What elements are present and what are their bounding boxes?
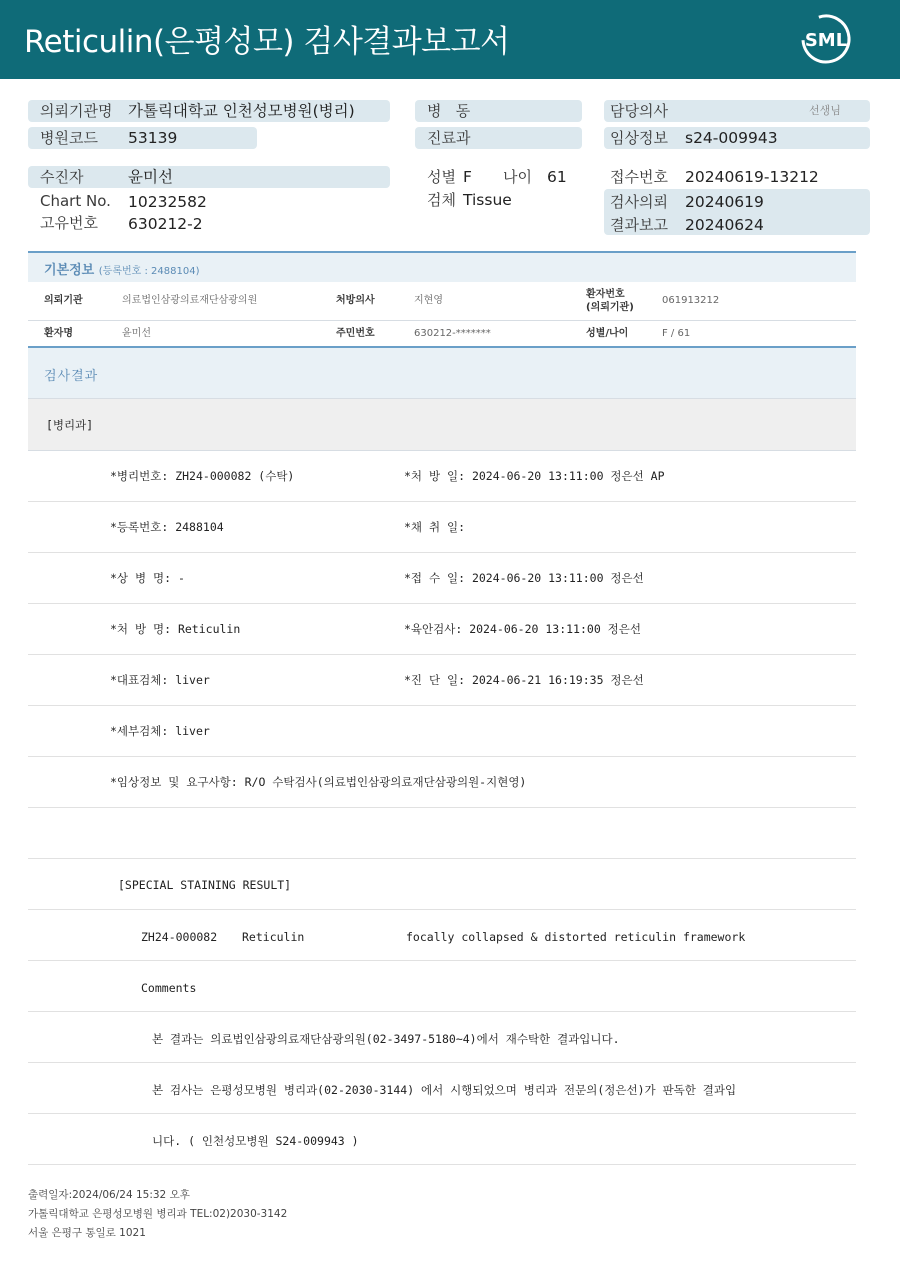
result-row bbox=[28, 655, 856, 706]
result-row bbox=[28, 451, 856, 502]
comment-line-2: 본 검사는 은평성모병원 병리과(02-2030-3144) 에서 시행되었으며 병리과 전문의(정은선)가 판독한 결과입 bbox=[152, 1083, 737, 1097]
gross-exam-date: *육안검사: 2024-06-20 13:11:00 정은선 bbox=[404, 622, 642, 636]
comment-line-1: 본 결과는 의료법인삼광의료재단삼광의원(02-3497-5180~4)에서 재수탁한 결과입니다. bbox=[152, 1032, 620, 1046]
result-row bbox=[28, 1063, 856, 1114]
result-row bbox=[28, 961, 856, 1012]
collection-date: *채 취 일: bbox=[404, 520, 466, 534]
dept-tel: 가톨릭대학교 은평성모병원 병리과 TEL:02)2030-3142 bbox=[28, 1208, 288, 1220]
special-staining-title: [SPECIAL STAINING RESULT] bbox=[118, 878, 292, 892]
clinical-value: s24-009943 bbox=[685, 129, 778, 147]
basic-info-title bbox=[44, 259, 199, 278]
result-row bbox=[28, 910, 856, 961]
specimen-label: 검체 bbox=[427, 191, 456, 209]
patient-value: 윤미선 bbox=[128, 168, 173, 186]
result-row bbox=[28, 1012, 856, 1063]
comment-line-3: 니다. ( 인천성모병원 S24-009943 ) bbox=[152, 1134, 359, 1148]
info-value-sex-age: F / 61 bbox=[662, 328, 691, 339]
diagnosis-date: *진 단 일: 2024-06-21 16:19:35 정은선 bbox=[404, 673, 644, 687]
age-label: 나이 bbox=[503, 168, 532, 186]
report-value: 20240624 bbox=[685, 216, 764, 234]
receipt-label: 접수번호 bbox=[610, 168, 668, 186]
doctor-suffix: 선생님 bbox=[809, 104, 841, 117]
department-label: 진료과 bbox=[427, 129, 471, 147]
specimen-value: Tissue bbox=[463, 191, 512, 209]
info-value-institution: 의료법인삼광의료재단삼광의원 bbox=[122, 295, 258, 306]
registration-number: *등록번호: 2488104 bbox=[110, 520, 224, 534]
pathology-number: *병리번호: ZH24-000082 (수탁) bbox=[110, 469, 295, 483]
comments-label: Comments bbox=[141, 981, 197, 995]
info-label-patient-no: 환자번호 bbox=[586, 289, 625, 300]
doctor-label: 담당의사 bbox=[610, 102, 668, 120]
department-title: [병리과] bbox=[46, 418, 94, 432]
detail-specimen: *세부검체: liver bbox=[110, 724, 210, 738]
special-result: focally collapsed & distorted reticulin framework bbox=[406, 930, 746, 944]
representative-specimen: *대표검체: liver bbox=[110, 673, 210, 687]
basic-info-reg-note: (등록번호 : 2488104) bbox=[98, 266, 200, 277]
hospital-code-label: 병원코드 bbox=[40, 129, 98, 147]
chart-value: 10232582 bbox=[128, 193, 207, 211]
results-header bbox=[28, 348, 856, 399]
age-value: 61 bbox=[547, 168, 567, 186]
special-stain: Reticulin bbox=[242, 930, 305, 944]
result-row bbox=[28, 1114, 856, 1165]
result-row bbox=[28, 553, 856, 604]
report-header bbox=[0, 0, 900, 79]
institution-label: 의뢰기관명 bbox=[40, 102, 113, 120]
department-header bbox=[28, 399, 856, 451]
prescription-name: *처 방 명: Reticulin bbox=[110, 622, 241, 636]
basic-info-row-1 bbox=[28, 282, 856, 321]
info-value-prescriber: 지현영 bbox=[414, 295, 443, 306]
results-title: 검사결과 bbox=[44, 369, 99, 384]
result-row bbox=[28, 706, 856, 757]
result-row bbox=[28, 757, 856, 808]
result-row bbox=[28, 859, 856, 910]
info-label-patient-name: 환자명 bbox=[44, 328, 73, 339]
sex-label: 성별 bbox=[427, 168, 456, 186]
institution-value: 가톨릭대학교 인천성모병원(병리) bbox=[128, 102, 355, 120]
clinical-label: 임상정보 bbox=[610, 129, 668, 147]
unique-value: 630212-2 bbox=[128, 215, 203, 233]
prescription-date: *처 방 일: 2024-06-20 13:11:00 정은선 AP bbox=[404, 469, 665, 483]
info-value-patient-name: 윤미선 bbox=[122, 328, 151, 339]
report-title: Reticulin(은평성모) 검사결과보고서 bbox=[24, 24, 510, 60]
print-date: 출력일자:2024/06/24 15:32 오후 bbox=[28, 1189, 190, 1201]
info-label-resident-no: 주민번호 bbox=[336, 328, 375, 339]
basic-info-header bbox=[28, 251, 856, 282]
sex-value: F bbox=[463, 168, 472, 186]
basic-info-title-text: 기본정보 bbox=[44, 263, 95, 278]
address: 서울 은평구 통일로 1021 bbox=[28, 1227, 146, 1239]
chart-label: Chart No. bbox=[40, 192, 111, 210]
info-label-patient-no-sub: (의뢰기관) bbox=[586, 302, 634, 313]
info-label-institution: 의뢰기관 bbox=[44, 295, 83, 306]
info-value-patient-no: 061913212 bbox=[662, 295, 720, 306]
basic-info-row-2 bbox=[28, 321, 856, 348]
ward-label: 병 동 bbox=[427, 102, 471, 120]
receipt-date: *접 수 일: 2024-06-20 13:11:00 정은선 bbox=[404, 571, 644, 585]
special-id: ZH24-000082 bbox=[141, 930, 218, 944]
info-label-sex-age: 성별/나이 bbox=[586, 328, 629, 339]
sml-logo bbox=[799, 12, 853, 66]
clinical-request: *임상정보 및 요구사항: R/O 수탁검사(의료법인삼광의료재단삼광의원-지현영) bbox=[110, 775, 527, 789]
result-row bbox=[28, 502, 856, 553]
result-row-blank bbox=[28, 808, 856, 859]
logo-text: SML bbox=[804, 30, 848, 51]
request-value: 20240619 bbox=[685, 193, 764, 211]
disease-name: *상 병 명: - bbox=[110, 571, 185, 585]
info-label-prescriber: 처방의사 bbox=[336, 295, 375, 306]
patient-label: 수진자 bbox=[40, 168, 84, 186]
report-label: 결과보고 bbox=[610, 216, 668, 234]
request-label: 검사의뢰 bbox=[610, 193, 668, 211]
result-row bbox=[28, 604, 856, 655]
hospital-code-value: 53139 bbox=[128, 129, 178, 147]
info-value-resident-no: 630212-******* bbox=[414, 328, 491, 339]
receipt-value: 20240619-13212 bbox=[685, 168, 819, 186]
unique-label: 고유번호 bbox=[40, 214, 98, 232]
